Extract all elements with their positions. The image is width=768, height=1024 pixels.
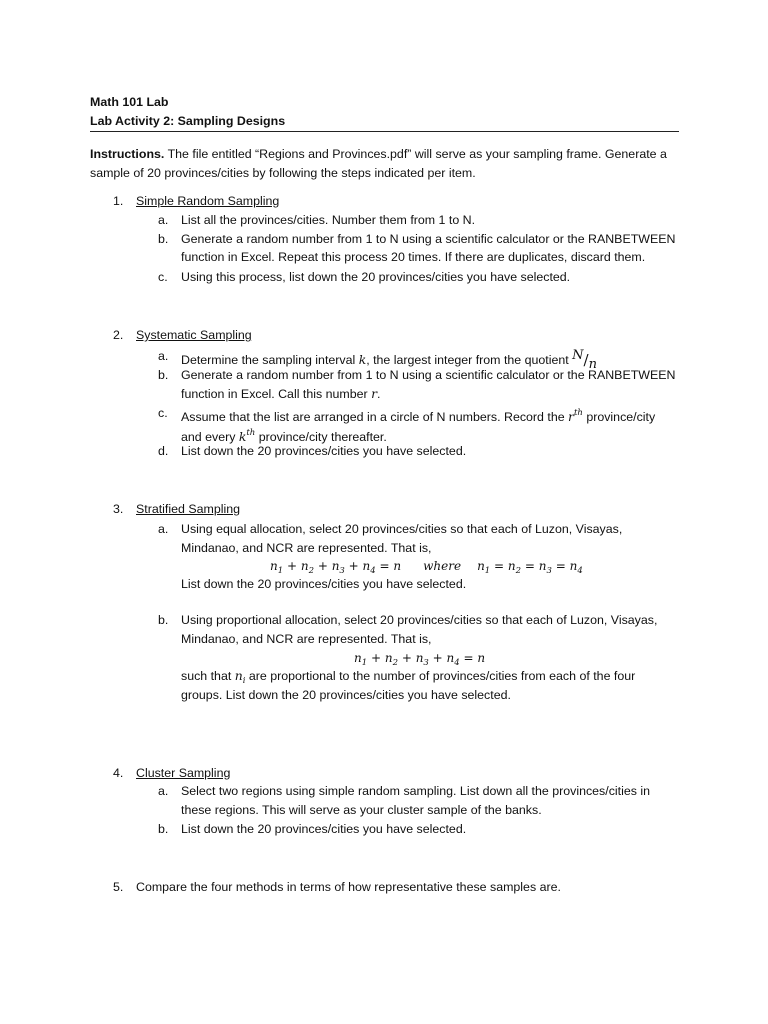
section-3-item-b-line-1: Using proportional allocation, select 20 provinces/cities so that each of Luzon, Visayas, [181, 613, 658, 627]
section-4-item-b-letter: b. [158, 822, 169, 836]
section-5-number: 5. [113, 880, 124, 894]
instructions-text-1: The file entitled “Regions and Provinces.pdf” will serve as your sampling frame. Generate a [164, 147, 667, 161]
section-4-number: 4. [113, 766, 124, 780]
instructions-line-1 [90, 145, 667, 164]
section-3-item-a-line-1: Using equal allocation, select 20 provinces/cities so that each of Luzon, Visayas, [181, 522, 623, 536]
section-3-item-b-line-4: groups. List down the 20 provinces/cities you have selected. [181, 688, 511, 702]
section-3-item-b-letter: b. [158, 613, 169, 627]
proportional-allocation-formula: $n_1 + n_2 + n_3 + n_4 = n$ [354, 651, 486, 668]
section-4-title: Cluster Sampling [136, 766, 231, 780]
section-3-item-b-line-3: such that $n_i$ are proportional to the number of provinces/cities from each of the four [181, 668, 636, 686]
var-k: k [358, 352, 367, 367]
header-divider [90, 131, 679, 132]
section-1-item-b-letter: b. [158, 232, 169, 246]
section-2-item-d-letter: d. [158, 444, 169, 458]
section-1-item-a-letter: a. [158, 213, 169, 227]
section-3-title: Stratified Sampling [136, 502, 240, 516]
section-1-item-b-line-1: Generate a random number from 1 to N using a scientific calculator or the RANBETWEEN [181, 232, 676, 246]
section-4-item-a-line-1: Select two regions using simple random sampling. List down all the provinces/cities in [181, 784, 651, 798]
section-1-item-a-text: List all the provinces/cities. Number them from 1 to N. [181, 213, 476, 227]
section-1-item-c-text: Using this process, list down the 20 provinces/cities you have selected. [181, 270, 571, 284]
section-2-item-b-line-1: Generate a random number from 1 to N using a scientific calculator or the RANBETWEEN [181, 368, 676, 382]
section-2-item-b-letter: b. [158, 368, 169, 382]
section-1-number: 1. [113, 194, 124, 208]
var-r: r [371, 386, 378, 401]
section-3-item-a-line-3: List down the 20 provinces/cities you have selected. [181, 577, 467, 591]
section-1-item-b-line-2: function in Excel. Repeat this process 20 times. If there are duplicates, discard them. [181, 250, 646, 264]
section-5-text: Compare the four methods in terms of how representative these samples are. [136, 880, 561, 894]
section-3-number: 3. [113, 502, 124, 516]
section-4-item-b-text: List down the 20 provinces/cities you have selected. [181, 822, 467, 836]
section-2-item-d-text: List down the 20 provinces/cities you have selected. [181, 444, 467, 458]
instructions-label: Instructions. [90, 147, 165, 161]
section-2-item-b-line-2: function in Excel. Call this number r. [181, 386, 381, 401]
section-2-item-c-line-2: and every $k^{th}$ province/city thereafter. [181, 428, 387, 444]
section-3-item-a-letter: a. [158, 522, 169, 536]
instructions-line-2: sample of 20 provinces/cities by following the steps indicated per item. [90, 166, 476, 180]
section-3-item-a-line-2: Mindanao, and NCR are represented. That is, [181, 541, 432, 555]
section-2-title: Systematic Sampling [136, 328, 252, 342]
section-3-item-b-line-2: Mindanao, and NCR are represented. That is, [181, 632, 432, 646]
section-4-item-a-line-2: these regions. This will serve as your cluster sample of the banks. [181, 803, 542, 817]
section-2-item-c-line-1: Assume that the list are arranged in a circle of N numbers. Record the $r^{th}$ province/city [181, 408, 656, 424]
section-4-item-a-letter: a. [158, 784, 169, 798]
activity-title: Lab Activity 2: Sampling Designs [90, 114, 286, 128]
section-2-number: 2. [113, 328, 124, 342]
section-2-item-a-letter: a. [158, 349, 169, 363]
section-2-item-a-text: Determine the sampling interval k, the largest integer from the quotient N/n [181, 348, 597, 372]
equal-allocation-formula: $n_1 + n_2 + n_3 + n_4 = n$ where $n_1 = n_2 = n_3 = n_4$ [270, 559, 583, 576]
section-2-item-c-letter: c. [158, 406, 168, 420]
fraction-n-over-n: N/n [572, 348, 597, 372]
section-1-item-c-letter: c. [158, 270, 168, 284]
course-title: Math 101 Lab [90, 95, 169, 109]
section-1-title: Simple Random Sampling [136, 194, 280, 208]
